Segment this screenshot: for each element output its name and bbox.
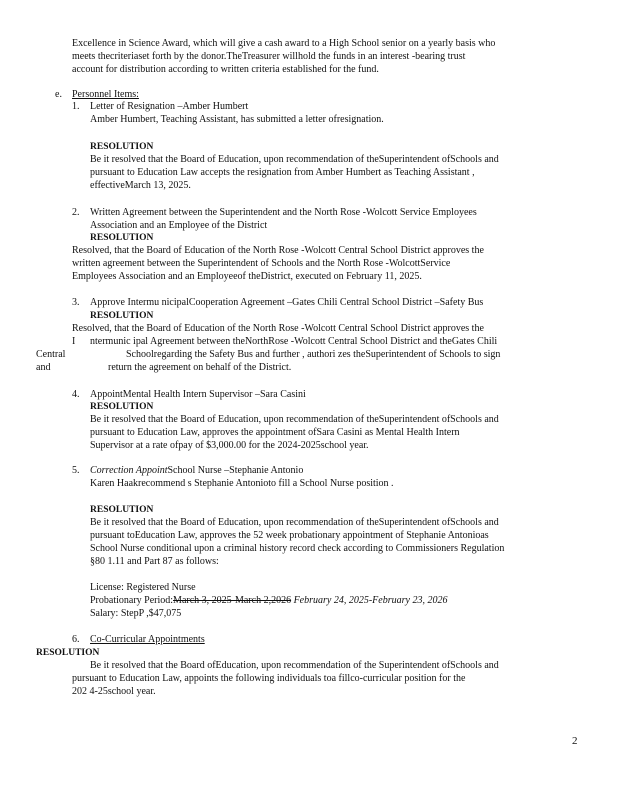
intro-line: account for distribution according to written criteria established for the fund. (72, 64, 379, 75)
salary-line: Salary: StepP ,$47,075 (90, 608, 182, 619)
item-title: Association and an Employee of the District (90, 220, 268, 231)
resolution-text: Resolved, that the Board of Education of the North Rose -Wolcott Central School District approves the (72, 245, 484, 256)
period-new: February 24, 2025-February 23, 2026 (291, 595, 448, 606)
resolution-text: return the agreement on behalf of the District. (108, 362, 292, 373)
resolution-text: §80 1.11 and Part 87 as follows: (90, 556, 219, 567)
resolution-label: RESOLUTION (90, 402, 154, 412)
item-number: 4. (72, 389, 80, 400)
item-title: Written Agreement between the Superintendent and the North Rose -Wolcott Service Employees (90, 207, 477, 218)
resolution-text: and (36, 362, 51, 373)
section-title: Personnel Items: (72, 89, 139, 100)
intro-line: Excellence in Science Award, which will give a cash award to a High School senior on a yearly basis who (72, 38, 496, 49)
item-description: Karen Haakrecommend s Stephanie Antonioto fill a School Nurse position . (90, 478, 394, 489)
resolution-text: Supervisor at a rate ofpay of $3,000.00 for the 2024-2025school year. (90, 440, 369, 451)
item-number: 5. (72, 465, 80, 476)
resolution-label: RESOLUTION (90, 142, 154, 152)
resolution-text: Be it resolved that the Board ofEducation, upon recommendation of the Superintendent ofSchools and (90, 660, 499, 671)
resolution-text: Central (36, 349, 66, 360)
resolution-text: Be it resolved that the Board of Education, upon recommendation of theSuperintendent ofSchools and (90, 414, 499, 425)
item-number: 1. (72, 101, 80, 112)
resolution-label: RESOLUTION (90, 311, 154, 321)
resolution-label: RESOLUTION (90, 233, 154, 243)
item-title: AppointMental Health Intern Supervisor –Sara Casini (90, 389, 306, 400)
period-struck: March 3, 2025-March 2,2026 (173, 595, 292, 606)
resolution-text: pursuant to Education Law, approves the appointment ofSara Casini as Mental Health Intern (90, 427, 460, 438)
section-letter: e. (55, 89, 62, 100)
resolution-text: School Nurse conditional upon a criminal history record check according to Commissioners Regulation (90, 543, 505, 554)
item-title: Letter of Resignation –Amber Humbert (90, 101, 249, 112)
item-title (90, 465, 303, 478)
resolution-text: Resolved, that the Board of Education of the North Rose -Wolcott Central School District approves the (72, 323, 484, 334)
item-number: 2. (72, 207, 80, 218)
item-title-rest: School Nurse –Stephanie Antonio (167, 465, 304, 476)
page-number: 2 (572, 735, 578, 747)
resolution-label: RESOLUTION (36, 648, 100, 658)
item-title-italic: Correction Appoint (90, 465, 168, 476)
resolution-text: Employees Association and an Employeeof theDistrict, executed on February 11, 2025. (72, 271, 422, 282)
resolution-text: Be it resolved that the Board of Education, upon recommendation of theSuperintendent ofSchools and (90, 154, 499, 165)
resolution-text: pursuant to Education Law accepts the resignation from Amber Humbert as Teaching Assistant , (90, 167, 475, 178)
resolution-text: written agreement between the Superintendent of Schools and the North Rose -WolcottService (72, 258, 451, 269)
resolution-text: ntermunic ipal Agreement between theNorthRose -Wolcott Central School District and theGates Chili (90, 336, 498, 347)
item-title: Approve Intermu nicipalCooperation Agreement –Gates Chili Central School District –Safety Bus (90, 297, 484, 308)
resolution-text: pursuant to Education Law, appoints the following individuals toa fillco-curricular position for the (72, 673, 466, 684)
item-title: Co-Curricular Appointments (90, 634, 205, 645)
resolution-text: Be it resolved that the Board of Education, upon recommendation of theSuperintendent ofSchools and (90, 517, 499, 528)
resolution-text: pursuant toEducation Law, approves the 52 week probationary appointment of Stephanie Antonioas (90, 530, 489, 541)
item-description: Amber Humbert, Teaching Assistant, has submitted a letter ofresignation. (90, 114, 384, 125)
resolution-text: I (72, 336, 76, 347)
resolution-text: 202 4-25school year. (72, 686, 156, 697)
intro-line: meets thecriteriaset forth by the donor.TheTreasurer willhold the funds in an interest -bearing trust (72, 51, 466, 62)
item-number: 6. (72, 634, 80, 645)
resolution-text: Schoolregarding the Safety Bus and further , authori zes theSuperintendent of Schools to sign (126, 349, 501, 360)
probationary-period (90, 595, 447, 608)
item-number: 3. (72, 297, 80, 308)
period-label: Probationary Period: (90, 595, 174, 606)
resolution-text: effectiveMarch 13, 2025. (90, 180, 191, 191)
license-line: License: Registered Nurse (90, 582, 196, 593)
resolution-label: RESOLUTION (90, 505, 154, 515)
